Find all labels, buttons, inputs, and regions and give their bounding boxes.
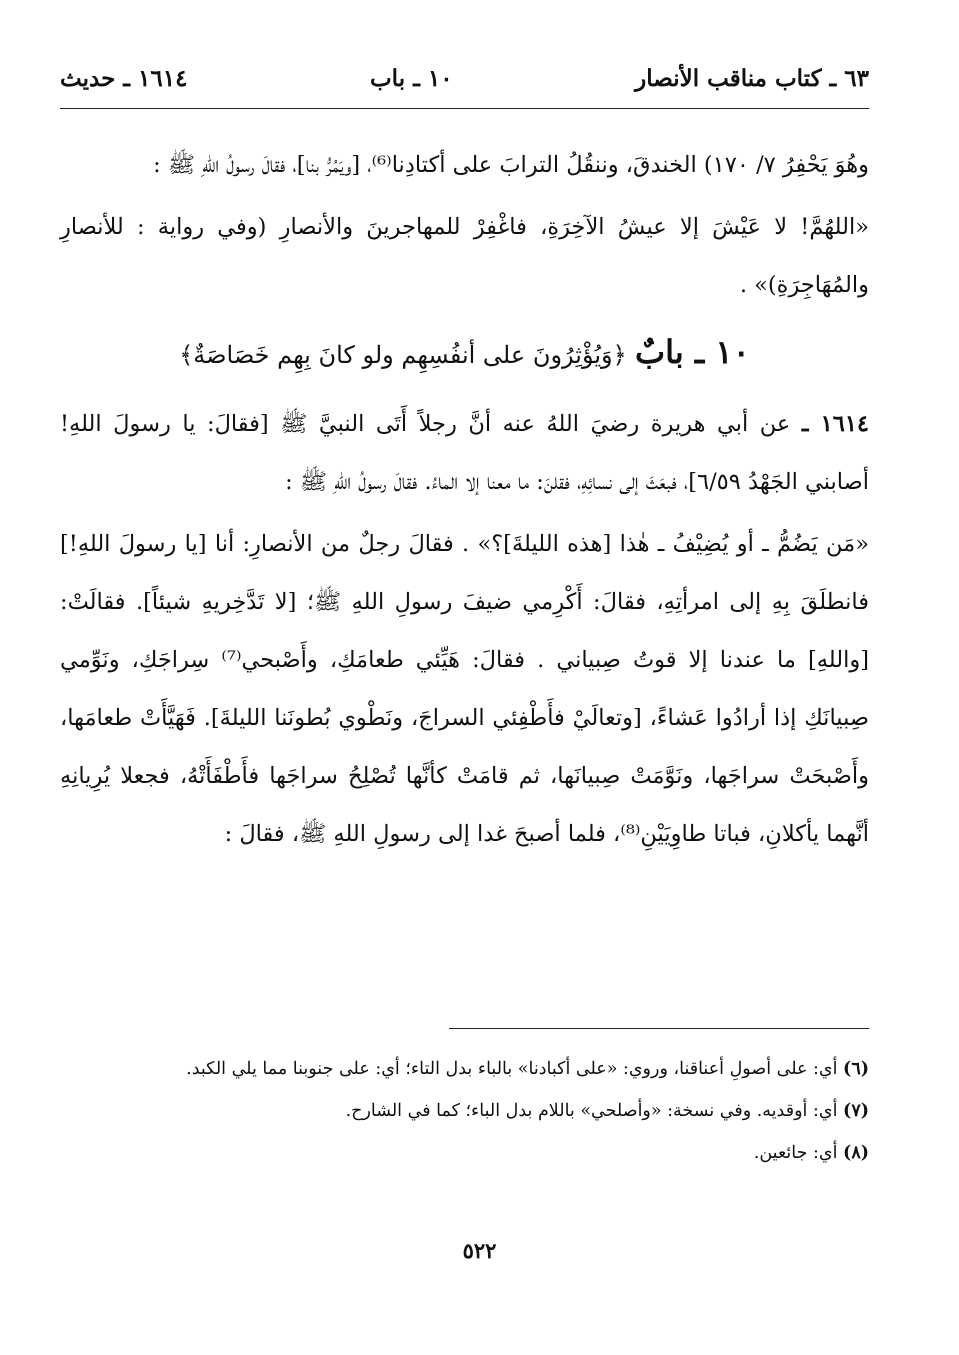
paragraph-4: «مَن يَضُمُّ ـ أو يُضِيْفُ ـ هٰذا [هذه الليلةَ]؟» . فقالَ رجلٌ من الأنصارِ: أنا [يا رسولَ اللهِ!] فانطلَقَ بِهِ إلى امرأتِهِ، فقالَ: أَكْرِمي ضيفَ رسولِ اللهِ ﷺ؛ [لا تَدَّخِريهِ شيئاً]. فقالَتْ: [واللهِ] ما عندنا إلا قوتُ صِبياني . فقالَ: هَيِّئي طعامَكِ، وأَصْبحي⁽⁷⁾ سِراجَكِ، ونَوِّمي صِبيانَكِ إذا أرادُوا عَشاءً، [وتعالَيْ فأَطْفِئي السراجَ، ونَطْوي بُطونَنا الليلةَ]. فَهَيَّأَتْ طعامَها، وأَصْبحَتْ سراجَها، ونَوَّمَتْ صِبيانَها، ثم قامَتْ كأنَّها تُصْلِحُ سراجَها فأَطْفَأَتْهُ، فجعلا يُرِيانِهِ أنَّهما يأكلانِ، فباتا طاوِيَيْنِ⁽⁸⁾، فلما أصبحَ غدا إلى رسولِ اللهِ ﷺ، فقالَ : [60, 531, 869, 847]
running-header [60, 58, 869, 98]
header-hadith-number: ١٦١٤ ـ حديث [60, 64, 188, 92]
paragraph-2: «اللهُمَّ! لا عَيْشَ إلا عيشُ الآخِرَةِ، فاغْفِرْ للمهاجرينَ والأنصارِ (وفي رواية : للأنصارِ والمُهَاجِرَةِ)» . [60, 214, 869, 298]
footnote-text: أي: على أصولِ أعناقنا، وروي: «على أكبادنا» بالباء بدل التاء؛ أي: على جنوبنا مما يلي الكبد. [186, 1059, 838, 1079]
footnote-number: (٨) [843, 1143, 869, 1163]
header-book-title: ٦٣ ـ كتاب مناقب الأنصار [635, 64, 869, 92]
chapter-number: ١٠ ـ بابٌ [634, 333, 750, 371]
footnote-6 [60, 1048, 869, 1090]
footnote-text: أي: أوقديه. وفي نسخة: «وأصلحي» باللام بدل الباء؛ كما في الشارح. [345, 1101, 838, 1121]
main-text [60, 136, 869, 863]
hadith-number: ١٦١٤ ـ [801, 411, 870, 437]
footnote-number: (٧) [843, 1101, 869, 1121]
header-chapter: ١٠ ـ باب [370, 64, 453, 92]
chapter-verse: ﴿وَيُؤْثِرُونَ على أنفُسِهِم ولو كانَ بِهِم خَصَاصَةٌ﴾ [179, 341, 627, 369]
page-number: ٥٢٢ [462, 1238, 497, 1263]
footnote-7 [60, 1090, 869, 1132]
chapter-heading [60, 320, 869, 387]
paragraph-1: وهُوَ يَحْفِرُ ٧/ ١٧٠) الخندقَ، وننقُلُ الترابَ على أكتادِنا⁽⁶⁾، [ويَمُرُّ بنا]، فقالَ رسولُ اللهِ ﷺ : [153, 152, 869, 178]
footnote-8 [60, 1132, 869, 1174]
footnotes [60, 1048, 869, 1174]
footnote-number: (٦) [843, 1059, 869, 1079]
footnote-divider [449, 1028, 869, 1029]
hadith-text: عن أبي هريرة رضيَ اللهُ عنه أنَّ رجلاً أَتَى النبيَّ ﷺ [فقالَ: يا رسولَ اللهِ! أصابني الجَهْدُ ٦/٥٩]، فبعَثَ إلى نسائِهِ، فقلنَ: ما معنا إلا الماءُ. فقالَ رسولُ اللهِ ﷺ : [60, 411, 869, 495]
header-divider [60, 108, 869, 109]
hadith-paragraph [60, 395, 869, 511]
footnote-text: أي: جائعين. [753, 1143, 838, 1163]
